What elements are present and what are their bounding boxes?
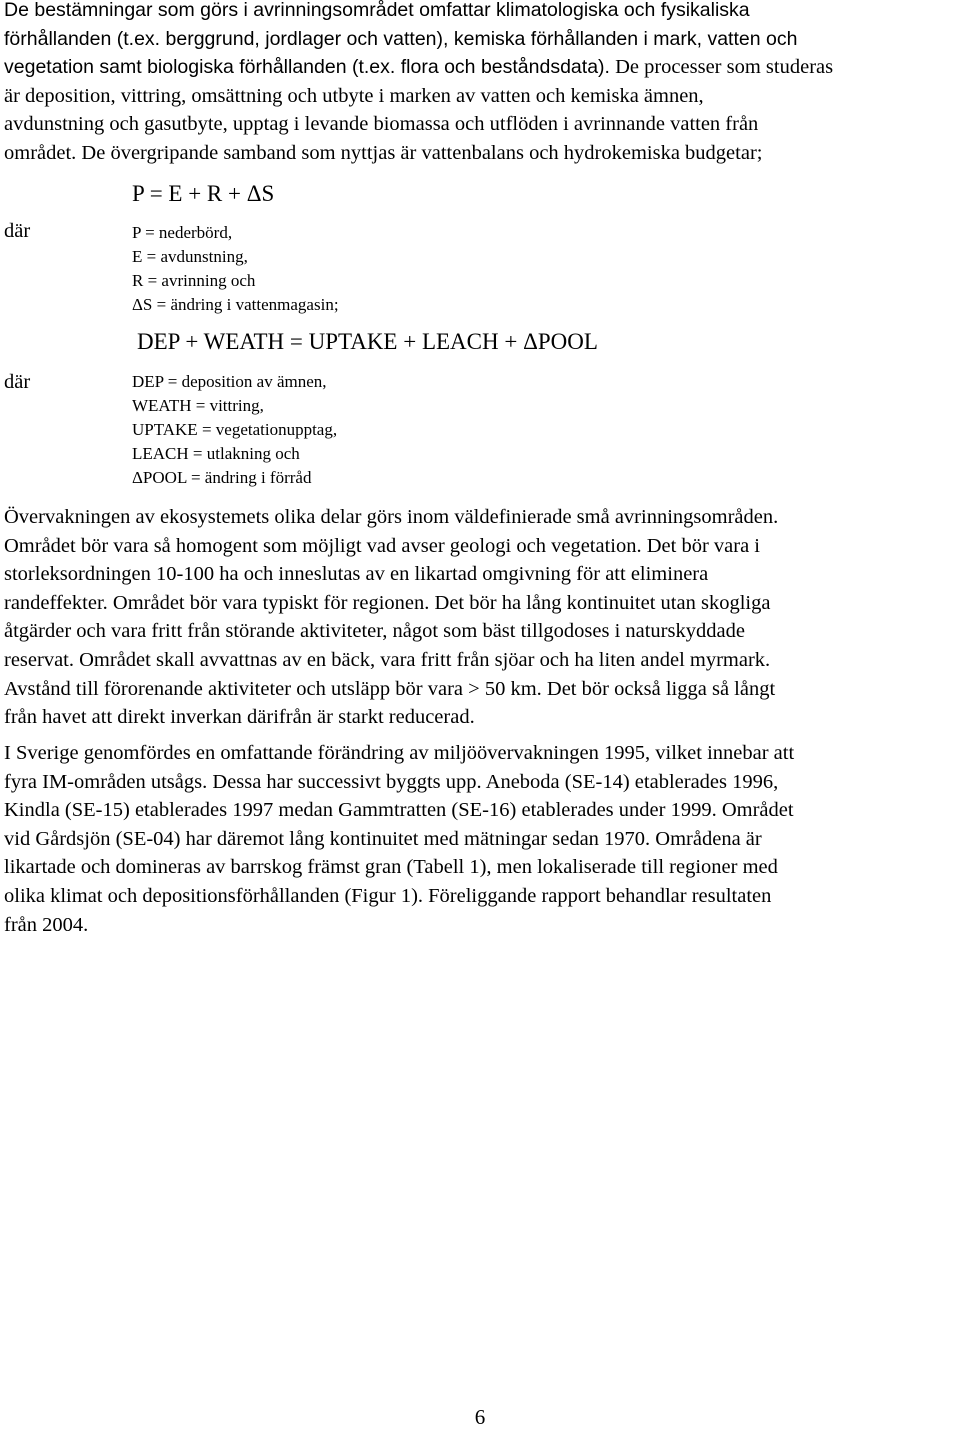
sweden-paragraph	[4, 739, 954, 939]
paragraph-line: från 2004.	[4, 913, 89, 936]
definition-item: ΔPOOL = ändring i förråd	[132, 468, 312, 487]
paragraph-line: reservat. Området skall avvattnas av en bäck, vara fritt från sjöar och ha liten andel myrmark.	[4, 648, 771, 671]
paragraph-line: vid Gårdsjön (SE-04) har däremot lång kontinuitet med mätningar sedan 1970. Områdena är	[4, 827, 762, 850]
paragraph-line: Kindla (SE-15) etablerades 1997 medan Gammtratten (SE-16) etablerades under 1999. Området	[4, 799, 794, 822]
water-balance-equation: P = E + R + ΔS	[132, 181, 275, 206]
definition-item: DEP = deposition av ämnen,	[132, 372, 327, 391]
definition-item: LEACH = utlakning och	[132, 444, 300, 463]
intro-line: förhållanden (t.ex. berggrund, jordlager och vatten), kemiska förhållanden i mark, vatten och	[4, 27, 798, 50]
definition-item: WEATH = vittring,	[132, 396, 264, 415]
monitoring-paragraph	[4, 503, 954, 732]
definition-item: ΔS = ändring i vattenmagasin;	[132, 295, 339, 314]
paragraph-line: storleksordningen 10-100 ha och inneslutas av en likartad omgivning för att eliminera	[4, 563, 709, 586]
where-label-1: där	[4, 220, 31, 242]
definition-item: P = nederbörd,	[132, 223, 233, 242]
intro-line-part: området.	[4, 141, 77, 164]
hydrochemical-budget-equation: DEP + WEATH = UPTAKE + LEACH + ΔPOOL	[137, 329, 598, 354]
intro-line: avdunstning och gasutbyte, upptag i levande biomassa och utflöden i avrinnande vatten från	[4, 113, 759, 136]
intro-line: är deposition, vittring, omsättning och utbyte i marken av vatten och kemiska ämnen,	[4, 84, 704, 107]
paragraph-line: fyra IM-områden utsågs. Dessa har successivt byggts upp. Aneboda (SE-14) etablerades 1996,	[4, 770, 779, 793]
paragraph-line: I Sverige genomfördes en omfattande förändring av miljöövervakningen 1995, vilket innebar att	[4, 742, 795, 764]
definition-item: R = avrinning och	[132, 271, 256, 290]
paragraph-line: Avstånd till förorenande aktiviteter och utsläpp bör vara > 50 km. Det bör också ligga så långt	[4, 677, 776, 700]
intro-paragraph	[4, 0, 954, 168]
intro-line-part: De övergripande samband som nyttjas är vattenbalans och hydrokemiska budgetar;	[76, 141, 763, 164]
definition-item: UPTAKE = vegetationupptag,	[132, 420, 338, 439]
paragraph-line: från havet att direkt inverkan därifrån är starkt reducerad.	[4, 706, 475, 729]
water-balance-definitions	[132, 221, 339, 317]
paragraph-line: randeffekter. Området bör vara typiskt för regionen. Det bör ha lång kontinuitet utan skogliga	[4, 591, 771, 614]
where-label-2: där	[4, 371, 31, 393]
page-number: 6	[474, 1405, 486, 1429]
paragraph-line: likartade och domineras av barrskog främst gran (Tabell 1), men lokaliserade till regioner med	[4, 856, 778, 879]
paragraph-line: Övervakningen av ekosystemets olika delar görs inom väldefinierade små avrinningsområden.	[4, 506, 779, 528]
intro-line: De bestämningar som görs i avrinningsområdet omfattar klimatologiska och fysikaliska	[4, 0, 750, 21]
paragraph-line: åtgärder och vara fritt från störande aktiviteter, något som bäst tillgodoses i naturskyddade	[4, 620, 745, 643]
intro-line-sans-part: vegetation samt biologiska förhållanden (t.ex. flora och beståndsdata).	[4, 56, 610, 79]
definition-item: E = avdunstning,	[132, 247, 248, 266]
paragraph-line: olika klimat och depositionsförhållanden (Figur 1). Föreliggande rapport behandlar resultaten	[4, 884, 772, 907]
hydrochemical-definitions	[132, 370, 337, 490]
intro-line-mixed	[4, 139, 954, 168]
paragraph-line: Området bör vara så homogent som möjligt vad avser geologi och vegetation. Det bör vara i	[4, 534, 761, 557]
intro-line-serif-part: De processer som studeras	[609, 56, 834, 79]
intro-line-mixed	[4, 53, 954, 82]
